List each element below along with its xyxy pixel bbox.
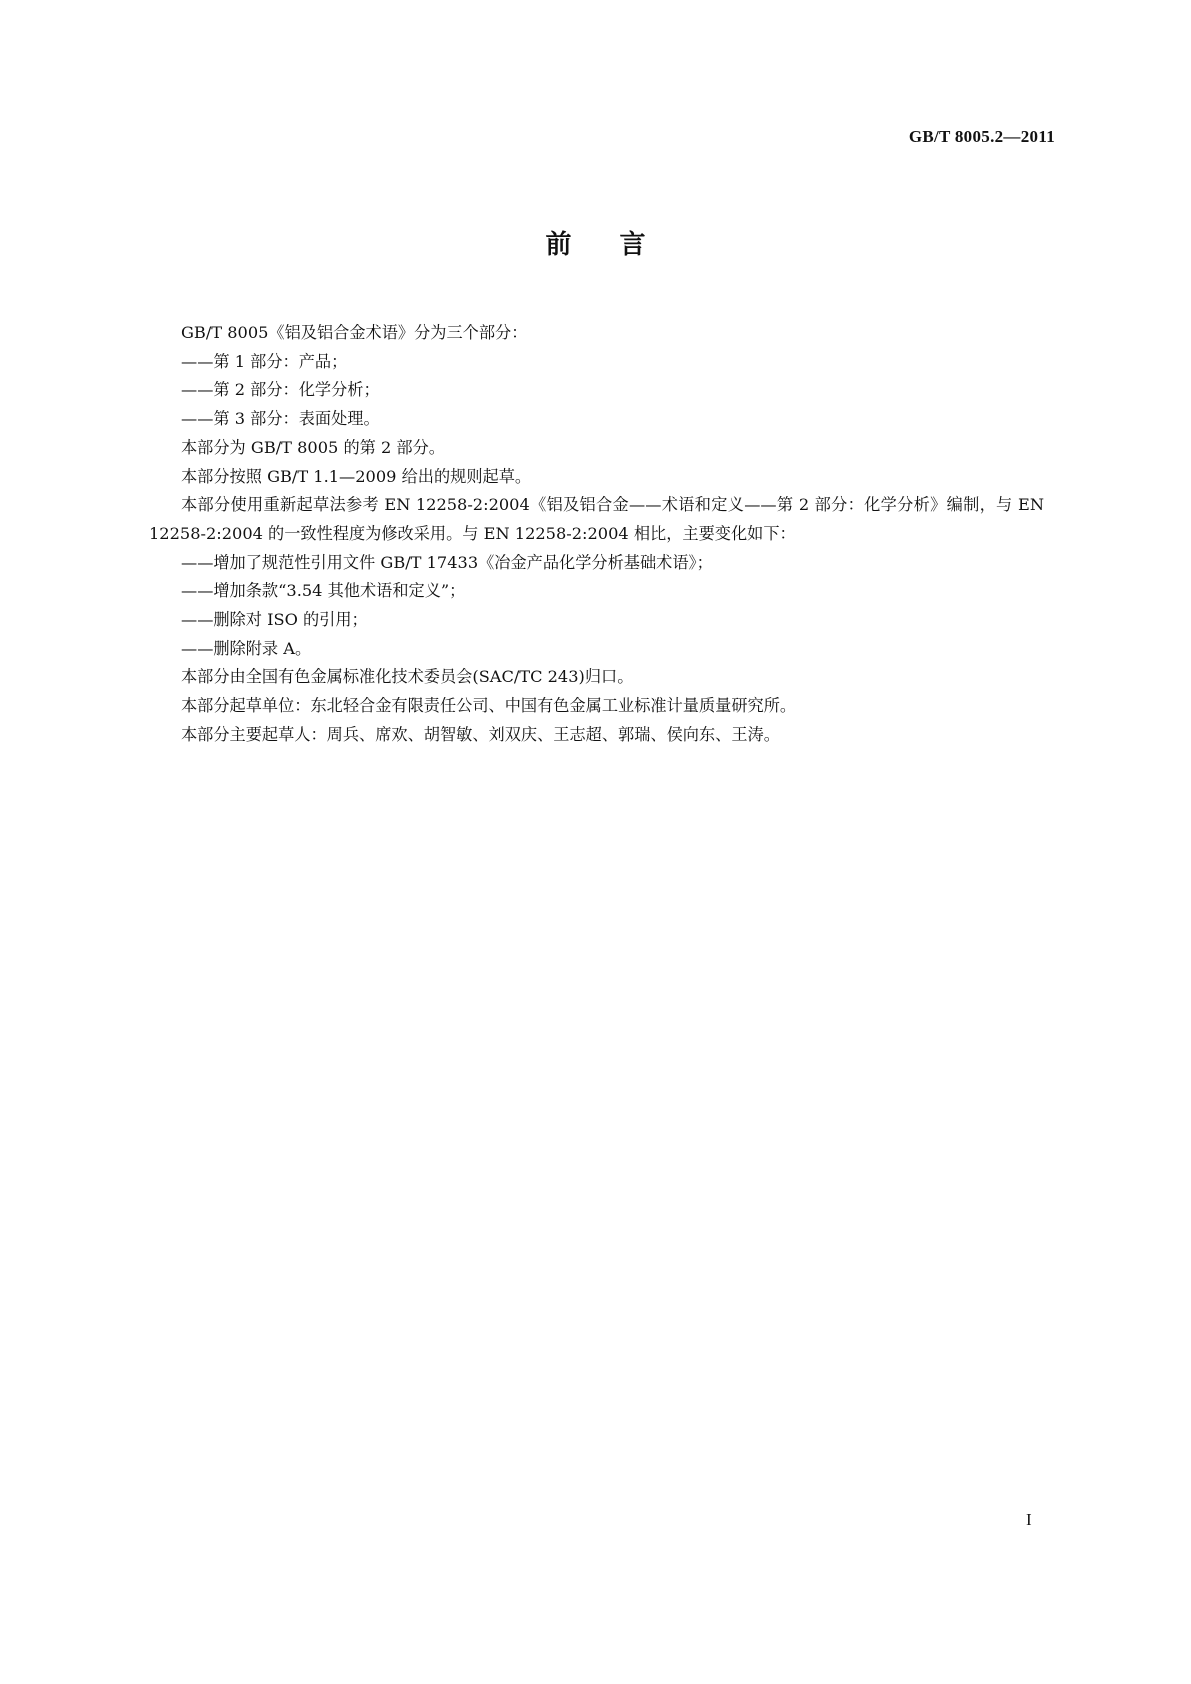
foreword-body [149,319,1044,750]
list-item-part-3: ——第 3 部分：表面处理。 [181,409,380,429]
list-item-change-1: ——增加了规范性引用文件 GB/T 17433《冶金产品化学分析基础术语》； [181,552,713,572]
paragraph-parts-intro: GB/T 8005《铝及铝合金术语》分为三个部分： [181,323,528,342]
page-number: I [1026,1510,1032,1529]
paragraph-drafters: 本部分主要起草人：周兵、席欢、胡智敏、刘双庆、王志超、郭瑞、侯向东、王涛。 [181,724,780,744]
paragraph-committee: 本部分由全国有色金属标准化技术委员会(SAC/TC 243)归口。 [181,667,634,687]
paragraph-drafting-rules: 本部分按照 GB/T 1.1—2009 给出的规则起草。 [181,466,532,486]
paragraph-this-part: 本部分为 GB/T 8005 的第 2 部分。 [181,437,445,457]
list-item-change-2: ——增加条款“3.54 其他术语和定义”； [181,581,466,601]
list-item-change-4: ——删除附录 A。 [181,638,312,658]
document-code: GB/T 8005.2—2011 [908,127,1055,146]
page-title: 前言 [545,230,694,260]
list-item-part-1: ——第 1 部分：产品； [181,351,348,371]
list-item-change-3: ——删除对 ISO 的引用； [181,610,368,630]
paragraph-reference-method: 本部分使用重新起草法参考 EN 12258-2:2004《铝及铝合金——术语和定义——第 2 部分：化学分析》编制，与 EN 12258-2:2004 的一致性程度为修改采用。与 EN 12258-2:2004 相比，主要变化如下： [149,495,1044,543]
list-item-part-2: ——第 2 部分：化学分析； [181,380,380,400]
paragraph-drafting-units: 本部分起草单位：东北轻合金有限责任公司、中国有色金属工业标准计量质量研究所。 [181,696,797,716]
